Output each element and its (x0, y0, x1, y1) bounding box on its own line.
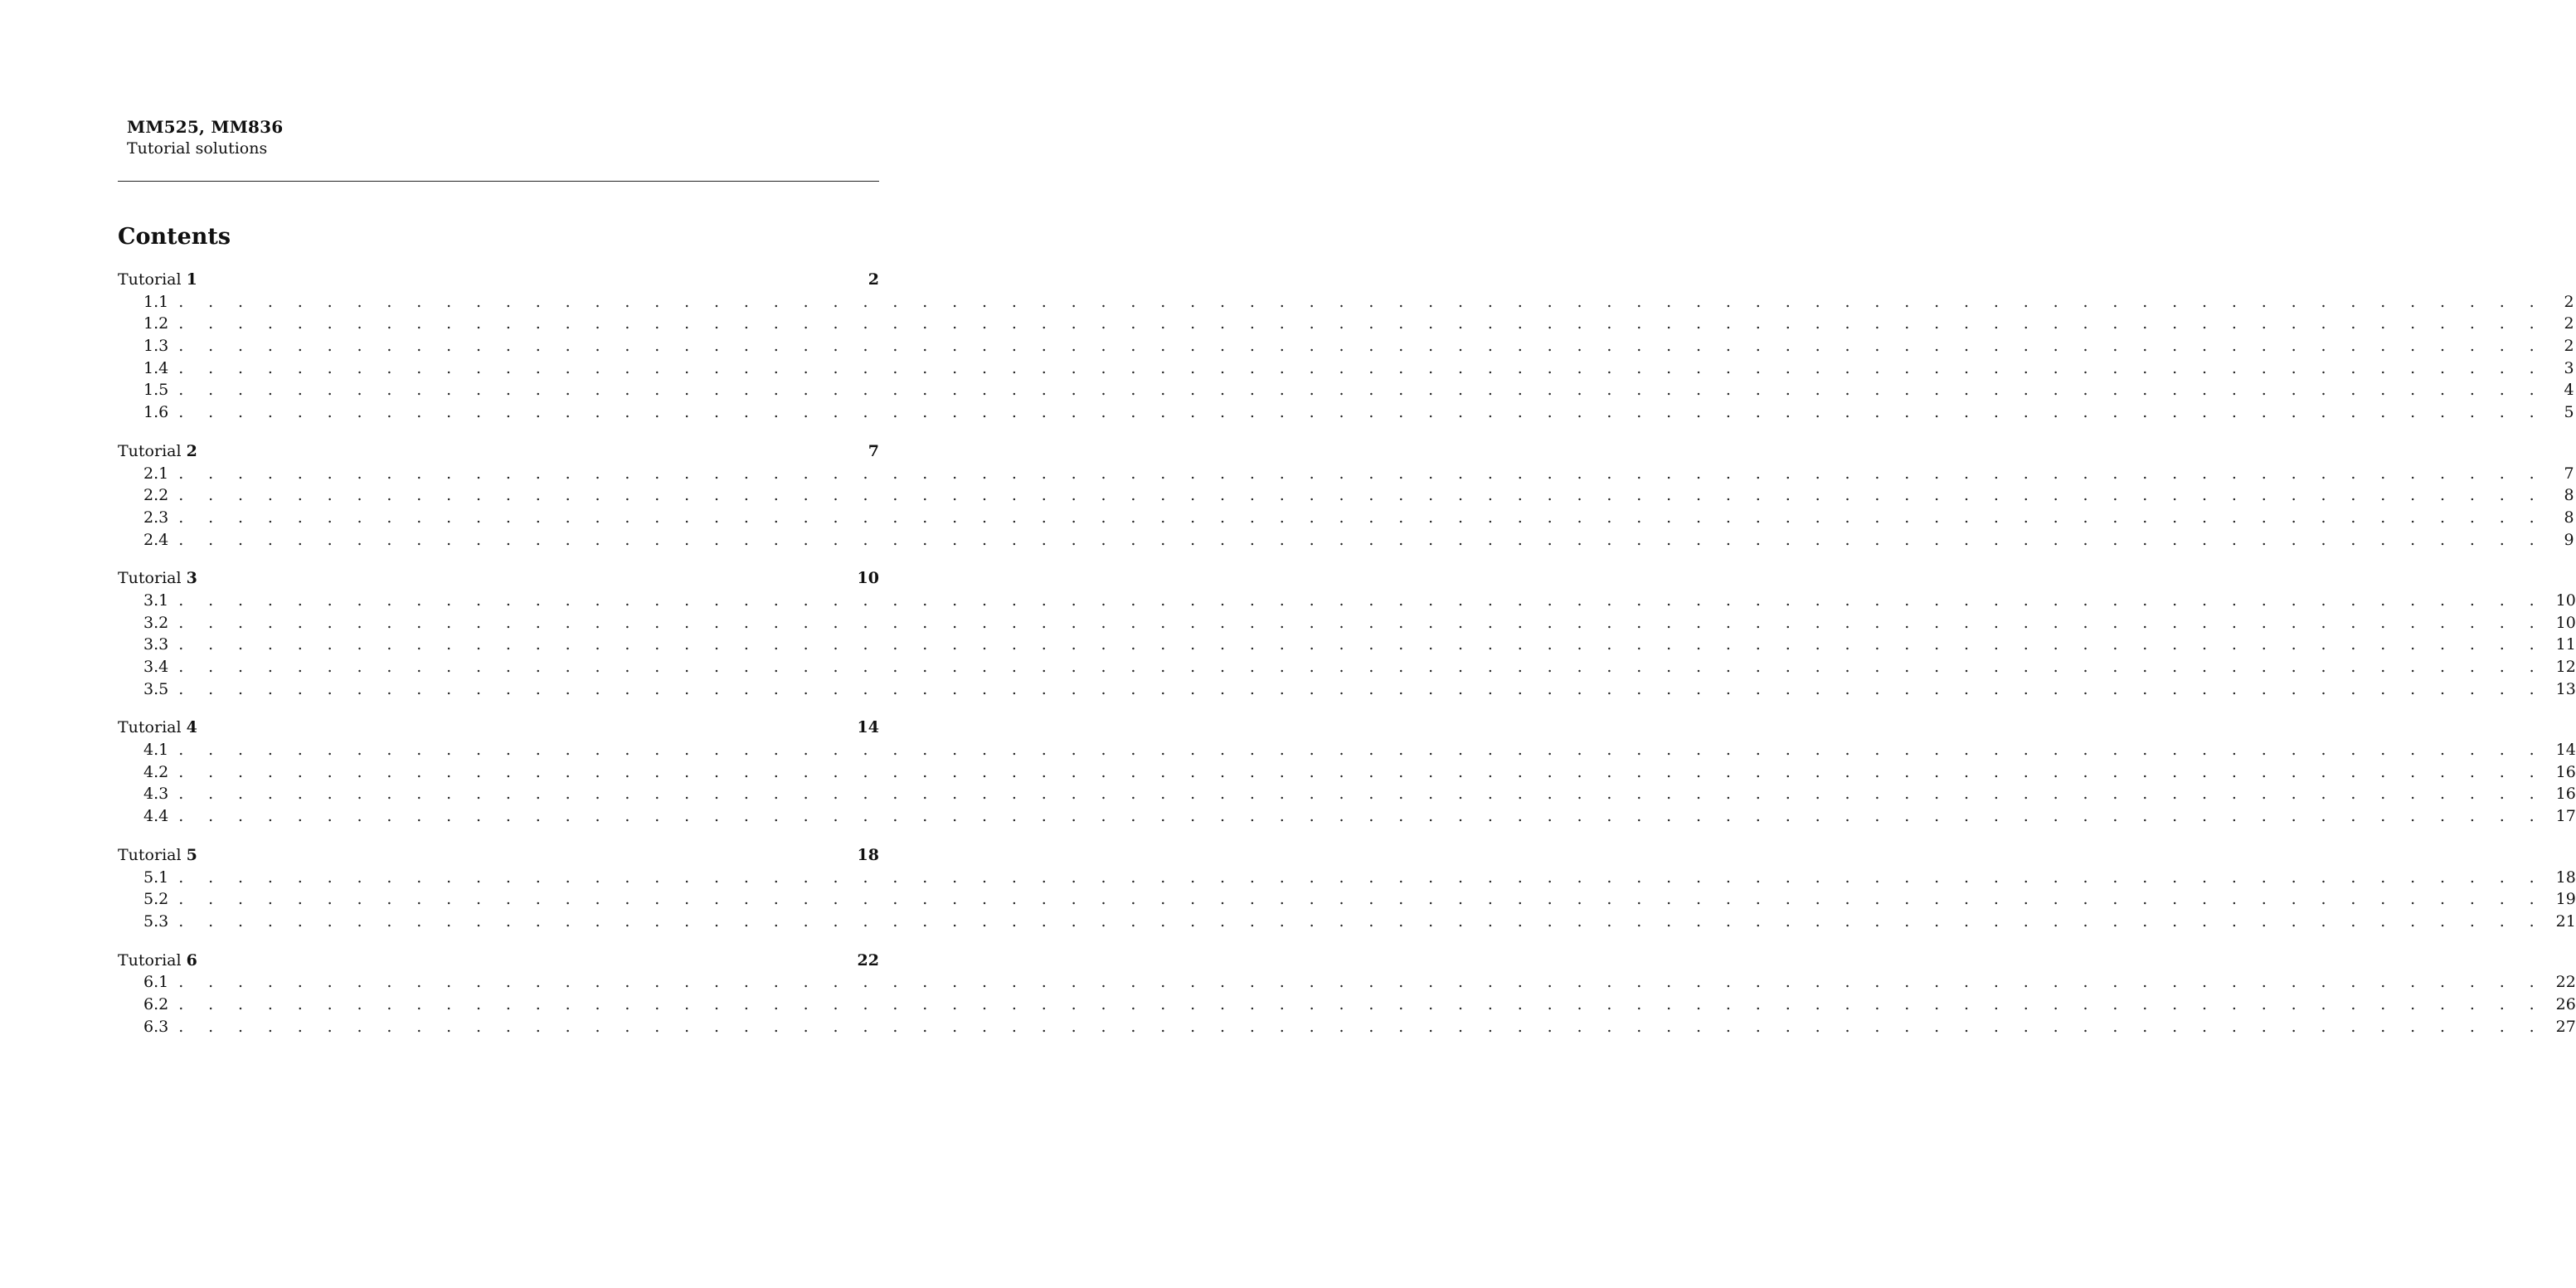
toc-subsection-label: 1.4 (143, 358, 169, 377)
toc-subsection-page: 4 (2564, 381, 2574, 400)
toc-dot-leader: . . . . . . . . . . . . . . . . . . . . . . . . . . . . . . . . . . . . . . . . . . . . . . . . . . . . . . . . . . . . . . . . . . . . . . . . . . . . . . . . (178, 973, 2544, 992)
toc-section-entry[interactable] (118, 269, 879, 291)
toc-section-number: 6 (186, 950, 197, 970)
toc-dot-leader: . . . . . . . . . . . . . . . . . . . . . . . . . . . . . . . . . . . . . . . . . . . . . . . . . . . . . . . . . . . . . . . . . . . . . . . . . . . . . . . . (178, 486, 2544, 505)
toc-subsection-label: 2.4 (143, 530, 169, 549)
toc-subsection-entry[interactable] (118, 379, 2574, 401)
toc-section (118, 844, 2576, 933)
document-header (127, 116, 283, 159)
toc-subsection-entry[interactable] (118, 463, 2574, 485)
toc-section-label (118, 269, 197, 291)
toc-subsection-entry[interactable] (118, 401, 2574, 424)
toc-subsection-label: 4.3 (143, 785, 169, 804)
toc-dot-leader: . . . . . . . . . . . . . . . . . . . . . . . . . . . . . . . . . . . . . . . . . . . . . . . . . . . . . . . . . . . . . . . . . . . . . . . . . . . . . . . . (178, 741, 2544, 760)
toc-section-label (118, 440, 197, 463)
toc-section-page: 10 (857, 569, 879, 588)
toc-section (118, 269, 2574, 424)
toc-subsection-page: 9 (2564, 530, 2574, 549)
toc-subsection-entry[interactable] (118, 612, 2576, 634)
toc-section-label (118, 950, 197, 972)
toc-dot-leader: . . . . . . . . . . . . . . . . . . . . . . . . . . . . . . . . . . . . . . . . . . . . . . . . . . . . . . . . . . . . . . . . . . . . . . . . . . . . . . . . (178, 292, 2544, 311)
toc-subsection-page: 10 (2555, 613, 2576, 632)
toc-subsection-label: 1.1 (143, 292, 169, 311)
toc-subsection-page: 27 (2555, 1017, 2576, 1036)
header-rule (118, 181, 879, 182)
toc-dot-leader: . . . . . . . . . . . . . . . . . . . . . . . . . . . . . . . . . . . . . . . . . . . . . . . . . . . . . . . . . . . . . . . . . . . . . . . . . . . . . . . . (178, 381, 2544, 400)
toc-dot-leader: . . . . . . . . . . . . . . . . . . . . . . . . . . . . . . . . . . . . . . . . . . . . . . . . . . . . . . . . . . . . . . . . . . . . . . . . . . . . . . . . (178, 785, 2544, 804)
toc-subsection-entry[interactable] (118, 291, 2574, 313)
toc-dot-leader: . . . . . . . . . . . . . . . . . . . . . . . . . . . . . . . . . . . . . . . . . . . . . . . . . . . . . . . . . . . . . . . . . . . . . . . . . . . . . . . . (178, 911, 2544, 931)
toc-dot-leader: . . . . . . . . . . . . . . . . . . . . . . . . . . . . . . . . . . . . . . . . . . . . . . . . . . . . . . . . . . . . . . . . . . . . . . . . . . . . . . . . (178, 635, 2544, 654)
toc-subsection-entry[interactable] (118, 656, 2576, 678)
toc-dot-leader: . . . . . . . . . . . . . . . . . . . . . . . . . . . . . . . . . . . . . . . . . . . . . . . . . . . . . . . . . . . . . . . . . . . . . . . . . . . . . . . . (178, 591, 2544, 610)
toc-subsection-entry[interactable] (118, 994, 2576, 1016)
toc-dot-leader: . . . . . . . . . . . . . . . . . . . . . . . . . . . . . . . . . . . . . . . . . . . . . . . . . . . . . . . . . . . . . . . . . . . . . . . . . . . . . . . . (178, 679, 2544, 698)
toc-subsection-page: 10 (2555, 591, 2576, 610)
toc-subsection-label: 3.1 (143, 591, 169, 610)
toc-dot-leader: . . . . . . . . . . . . . . . . . . . . . . . . . . . . . . . . . . . . . . . . . . . . . . . . . . . . . . . . . . . . . . . . . . . . . . . . . . . . . . . . (178, 337, 2544, 356)
toc-subsection-page: 5 (2564, 403, 2574, 422)
toc-subsection-page: 16 (2555, 785, 2576, 804)
toc-subsection-label: 3.2 (143, 613, 169, 632)
toc-subsection-label: 2.3 (143, 508, 169, 527)
toc-subsection-page: 17 (2555, 807, 2576, 826)
toc-dot-leader: . . . . . . . . . . . . . . . . . . . . . . . . . . . . . . . . . . . . . . . . . . . . . . . . . . . . . . . . . . . . . . . . . . . . . . . . . . . . . . . . (178, 994, 2544, 1013)
toc-subsection-entry[interactable] (118, 739, 2576, 761)
toc-subsection-entry[interactable] (118, 634, 2576, 656)
toc-section (118, 567, 2576, 700)
toc-subsection-page: 2 (2564, 337, 2574, 356)
toc-section-title: Tutorial (118, 950, 182, 970)
toc-section-entry[interactable] (118, 717, 879, 739)
toc-section (118, 950, 2576, 1038)
toc-dot-leader: . . . . . . . . . . . . . . . . . . . . . . . . . . . . . . . . . . . . . . . . . . . . . . . . . . . . . . . . . . . . . . . . . . . . . . . . . . . . . . . . (178, 403, 2544, 422)
toc-subsection-page: 8 (2564, 486, 2574, 505)
toc-subsection-page: 8 (2564, 508, 2574, 527)
toc-subsection-entry[interactable] (118, 484, 2574, 507)
toc-subsection-label: 3.3 (143, 635, 169, 654)
toc-dot-leader: . . . . . . . . . . . . . . . . . . . . . . . . . . . . . . . . . . . . . . . . . . . . . . . . . . . . . . . . . . . . . . . . . . . . . . . . . . . . . . . . (178, 530, 2544, 549)
toc-subsection-page: 19 (2555, 890, 2576, 909)
toc-subsection-label: 2.1 (143, 464, 169, 483)
toc-subsection-page: 16 (2555, 762, 2576, 781)
toc-section-label (118, 567, 197, 590)
contents-heading: Contents (118, 224, 231, 250)
toc-subsection-label: 6.2 (143, 994, 169, 1013)
toc-subsection-page: 14 (2555, 741, 2576, 760)
toc-subsection-entry[interactable] (118, 805, 2576, 828)
toc-subsection-entry[interactable] (118, 590, 2576, 612)
toc-subsection-page: 12 (2555, 658, 2576, 676)
toc-subsection-page: 13 (2555, 679, 2576, 698)
toc-section-page: 2 (868, 270, 879, 289)
toc-dot-leader: . . . . . . . . . . . . . . . . . . . . . . . . . . . . . . . . . . . . . . . . . . . . . . . . . . . . . . . . . . . . . . . . . . . . . . . . . . . . . . . . (178, 358, 2544, 377)
toc-section-number: 5 (186, 845, 197, 864)
course-codes: MM525, MM836 (127, 117, 284, 137)
toc-subsection-entry[interactable] (118, 888, 2576, 911)
toc-subsection-entry[interactable] (118, 971, 2576, 994)
toc-subsection-label: 1.6 (143, 403, 169, 422)
toc-subsection-entry[interactable] (118, 335, 2574, 357)
toc-section-number: 2 (186, 441, 197, 460)
toc-section-label (118, 844, 197, 867)
toc-subsection-page: 22 (2555, 973, 2576, 992)
toc-dot-leader: . . . . . . . . . . . . . . . . . . . . . . . . . . . . . . . . . . . . . . . . . . . . . . . . . . . . . . . . . . . . . . . . . . . . . . . . . . . . . . . . (178, 890, 2544, 909)
toc-section-number: 3 (186, 569, 197, 588)
toc-subsection-page: 7 (2564, 464, 2574, 483)
toc-section-title: Tutorial (118, 569, 182, 588)
toc-subsection-entry[interactable] (118, 313, 2574, 335)
toc-subsection-entry[interactable] (118, 529, 2574, 552)
toc-dot-leader: . . . . . . . . . . . . . . . . . . . . . . . . . . . . . . . . . . . . . . . . . . . . . . . . . . . . . . . . . . . . . . . . . . . . . . . . . . . . . . . . (178, 762, 2544, 781)
toc-subsection-label: 5.3 (143, 911, 169, 931)
toc-section-page: 18 (857, 845, 879, 864)
toc-section-page: 22 (857, 950, 879, 970)
toc-subsection-label: 5.2 (143, 890, 169, 909)
toc-subsection-label: 5.1 (143, 868, 169, 887)
toc-subsection-page: 18 (2555, 868, 2576, 887)
toc-section-title: Tutorial (118, 441, 182, 460)
toc-section-entry[interactable] (118, 950, 879, 972)
toc-section-title: Tutorial (118, 845, 182, 864)
toc-section (118, 717, 2576, 827)
toc-subsection-page: 26 (2555, 994, 2576, 1013)
toc-subsection-entry[interactable] (118, 678, 2576, 701)
toc-subsection-entry[interactable] (118, 911, 2576, 933)
toc-subsection-page: 2 (2564, 292, 2574, 311)
toc-section-entry[interactable] (118, 440, 879, 463)
toc-section-label (118, 717, 197, 739)
toc-subsection-entry[interactable] (118, 761, 2576, 784)
toc-dot-leader: . . . . . . . . . . . . . . . . . . . . . . . . . . . . . . . . . . . . . . . . . . . . . . . . . . . . . . . . . . . . . . . . . . . . . . . . . . . . . . . . (178, 508, 2544, 527)
toc-dot-leader: . . . . . . . . . . . . . . . . . . . . . . . . . . . . . . . . . . . . . . . . . . . . . . . . . . . . . . . . . . . . . . . . . . . . . . . . . . . . . . . . (178, 613, 2544, 632)
toc-section-entry[interactable] (118, 567, 879, 590)
toc-section-title: Tutorial (118, 718, 182, 737)
toc-subsection-label: 1.3 (143, 337, 169, 356)
toc-subsection-page: 11 (2555, 635, 2576, 654)
toc-subsection-entry[interactable] (118, 783, 2576, 805)
toc-subsection-label: 1.5 (143, 381, 169, 400)
toc-subsection-label: 4.1 (143, 741, 169, 760)
toc-subsection-page: 21 (2555, 911, 2576, 931)
toc-subsection-page: 3 (2564, 358, 2574, 377)
toc-section-number: 1 (186, 270, 197, 289)
toc-subsection-label: 3.5 (143, 679, 169, 698)
toc-section-title: Tutorial (118, 270, 182, 289)
toc-dot-leader: . . . . . . . . . . . . . . . . . . . . . . . . . . . . . . . . . . . . . . . . . . . . . . . . . . . . . . . . . . . . . . . . . . . . . . . . . . . . . . . . (178, 658, 2544, 676)
toc-subsection-entry[interactable] (118, 1016, 2576, 1038)
toc-subsection-label: 6.1 (143, 973, 169, 992)
toc-section-number: 4 (186, 718, 197, 737)
toc-subsection-label: 4.2 (143, 762, 169, 781)
toc-dot-leader: . . . . . . . . . . . . . . . . . . . . . . . . . . . . . . . . . . . . . . . . . . . . . . . . . . . . . . . . . . . . . . . . . . . . . . . . . . . . . . . . (178, 868, 2544, 887)
toc-section-page: 7 (868, 441, 879, 460)
toc-subsection-page: 2 (2564, 314, 2574, 333)
table-of-contents (118, 269, 2576, 1054)
toc-section-page: 14 (857, 718, 879, 737)
toc-dot-leader: . . . . . . . . . . . . . . . . . . . . . . . . . . . . . . . . . . . . . . . . . . . . . . . . . . . . . . . . . . . . . . . . . . . . . . . . . . . . . . . . (178, 314, 2544, 333)
toc-subsection-label: 6.3 (143, 1017, 169, 1036)
toc-subsection-entry[interactable] (118, 357, 2574, 380)
toc-subsection-label: 3.4 (143, 658, 169, 676)
toc-dot-leader: . . . . . . . . . . . . . . . . . . . . . . . . . . . . . . . . . . . . . . . . . . . . . . . . . . . . . . . . . . . . . . . . . . . . . . . . . . . . . . . . (178, 1017, 2544, 1036)
document-subtitle: Tutorial solutions (127, 139, 268, 158)
toc-section (118, 440, 2574, 551)
toc-dot-leader: . . . . . . . . . . . . . . . . . . . . . . . . . . . . . . . . . . . . . . . . . . . . . . . . . . . . . . . . . . . . . . . . . . . . . . . . . . . . . . . . (178, 807, 2544, 826)
toc-section-entry[interactable] (118, 844, 879, 867)
toc-subsection-label: 4.4 (143, 807, 169, 826)
toc-subsection-entry[interactable] (118, 867, 2576, 889)
toc-dot-leader: . . . . . . . . . . . . . . . . . . . . . . . . . . . . . . . . . . . . . . . . . . . . . . . . . . . . . . . . . . . . . . . . . . . . . . . . . . . . . . . . (178, 464, 2544, 483)
toc-subsection-entry[interactable] (118, 507, 2574, 529)
toc-subsection-label: 2.2 (143, 486, 169, 505)
toc-subsection-label: 1.2 (143, 314, 169, 333)
